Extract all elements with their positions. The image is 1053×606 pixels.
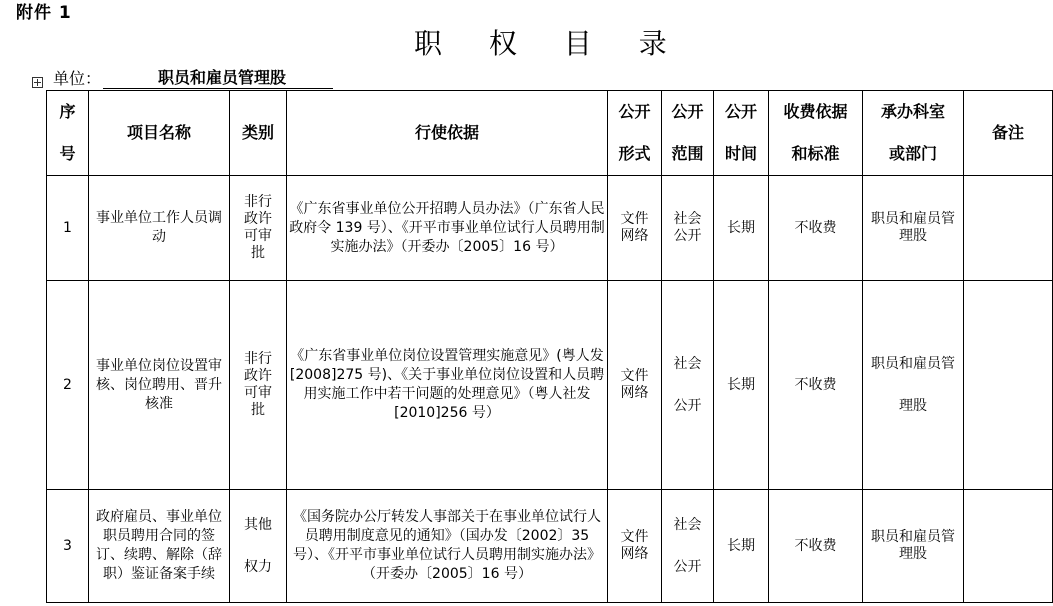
row-scope: 社会公开: [662, 490, 714, 603]
row-dept: 职员和雇员管理股: [863, 490, 964, 603]
row-form: 文件网络: [608, 281, 662, 490]
row-form: 文件网络: [608, 176, 662, 281]
row-name: 政府雇员、事业单位职员聘用合同的签订、续聘、解除（辞职）鉴证备案手续: [89, 490, 230, 603]
table-row: [47, 281, 1053, 490]
row-seq: 3: [47, 490, 89, 603]
unit-label: 单位：: [53, 68, 102, 88]
row-time: 长期: [714, 490, 769, 603]
header-public-form: 公开 形式: [608, 91, 662, 176]
header-category: 类别: [230, 91, 287, 176]
row-category: 其他权力: [230, 490, 287, 603]
row-time: 长期: [714, 176, 769, 281]
table-header-row: [47, 91, 1053, 176]
row-scope: 社会公开: [662, 281, 714, 490]
header-name: 项目名称: [89, 91, 230, 176]
row-scope: 社会公开: [662, 176, 714, 281]
row-seq: 1: [47, 176, 89, 281]
table-expand-icon[interactable]: [32, 77, 43, 88]
unit-value: 职员和雇员管理股: [103, 65, 333, 89]
authority-table: [46, 90, 1053, 603]
header-basis: 行使依据: [287, 91, 608, 176]
header-seq: 序 号: [47, 91, 89, 176]
row-basis: 《国务院办公厅转发人事部关于在事业单位试行人员聘用制度意见的通知》（国办发〔2002〕35 号）、《开平市事业单位试行人员聘用制实施办法》（开委办〔2005〕16 号）: [287, 490, 608, 603]
attachment-label: 附件 1: [16, 3, 72, 23]
row-remark: [964, 176, 1053, 281]
row-fee: 不收费: [769, 176, 863, 281]
header-remark: 备注: [964, 91, 1053, 176]
header-public-time: 公开 时间: [714, 91, 769, 176]
row-remark: [964, 281, 1053, 490]
row-dept: 职员和雇员管理股: [863, 281, 964, 490]
row-category: 非行政许可审批: [230, 176, 287, 281]
row-name: 事业单位工作人员调动: [89, 176, 230, 281]
row-category: 非行政许可审批: [230, 281, 287, 490]
row-basis: 《广东省事业单位岗位设置管理实施意见》(粤人发[2008]275 号)、《关于事业单位岗位设置和人员聘用实施工作中若干问题的处理意见》（粤人社发[2010]256 号）: [287, 281, 608, 490]
header-dept: 承办科室 或部门: [863, 91, 964, 176]
page-title: 职 权 目 录: [414, 27, 686, 60]
row-fee: 不收费: [769, 281, 863, 490]
table-row: [47, 490, 1053, 603]
table-row: [47, 176, 1053, 281]
header-public-scope: 公开 范围: [662, 91, 714, 176]
row-name: 事业单位岗位设置审核、岗位聘用、晋升核准: [89, 281, 230, 490]
row-dept: 职员和雇员管理股: [863, 176, 964, 281]
row-form: 文件网络: [608, 490, 662, 603]
row-time: 长期: [714, 281, 769, 490]
row-seq: 2: [47, 281, 89, 490]
row-basis: 《广东省事业单位公开招聘人员办法》（广东省人民政府令 139 号）、《开平市事业单位试行人员聘用制实施办法》（开委办〔2005〕16 号）: [287, 176, 608, 281]
unit-line: [32, 66, 333, 88]
header-fee: 收费依据 和标准: [769, 91, 863, 176]
row-remark: [964, 490, 1053, 603]
row-fee: 不收费: [769, 490, 863, 603]
